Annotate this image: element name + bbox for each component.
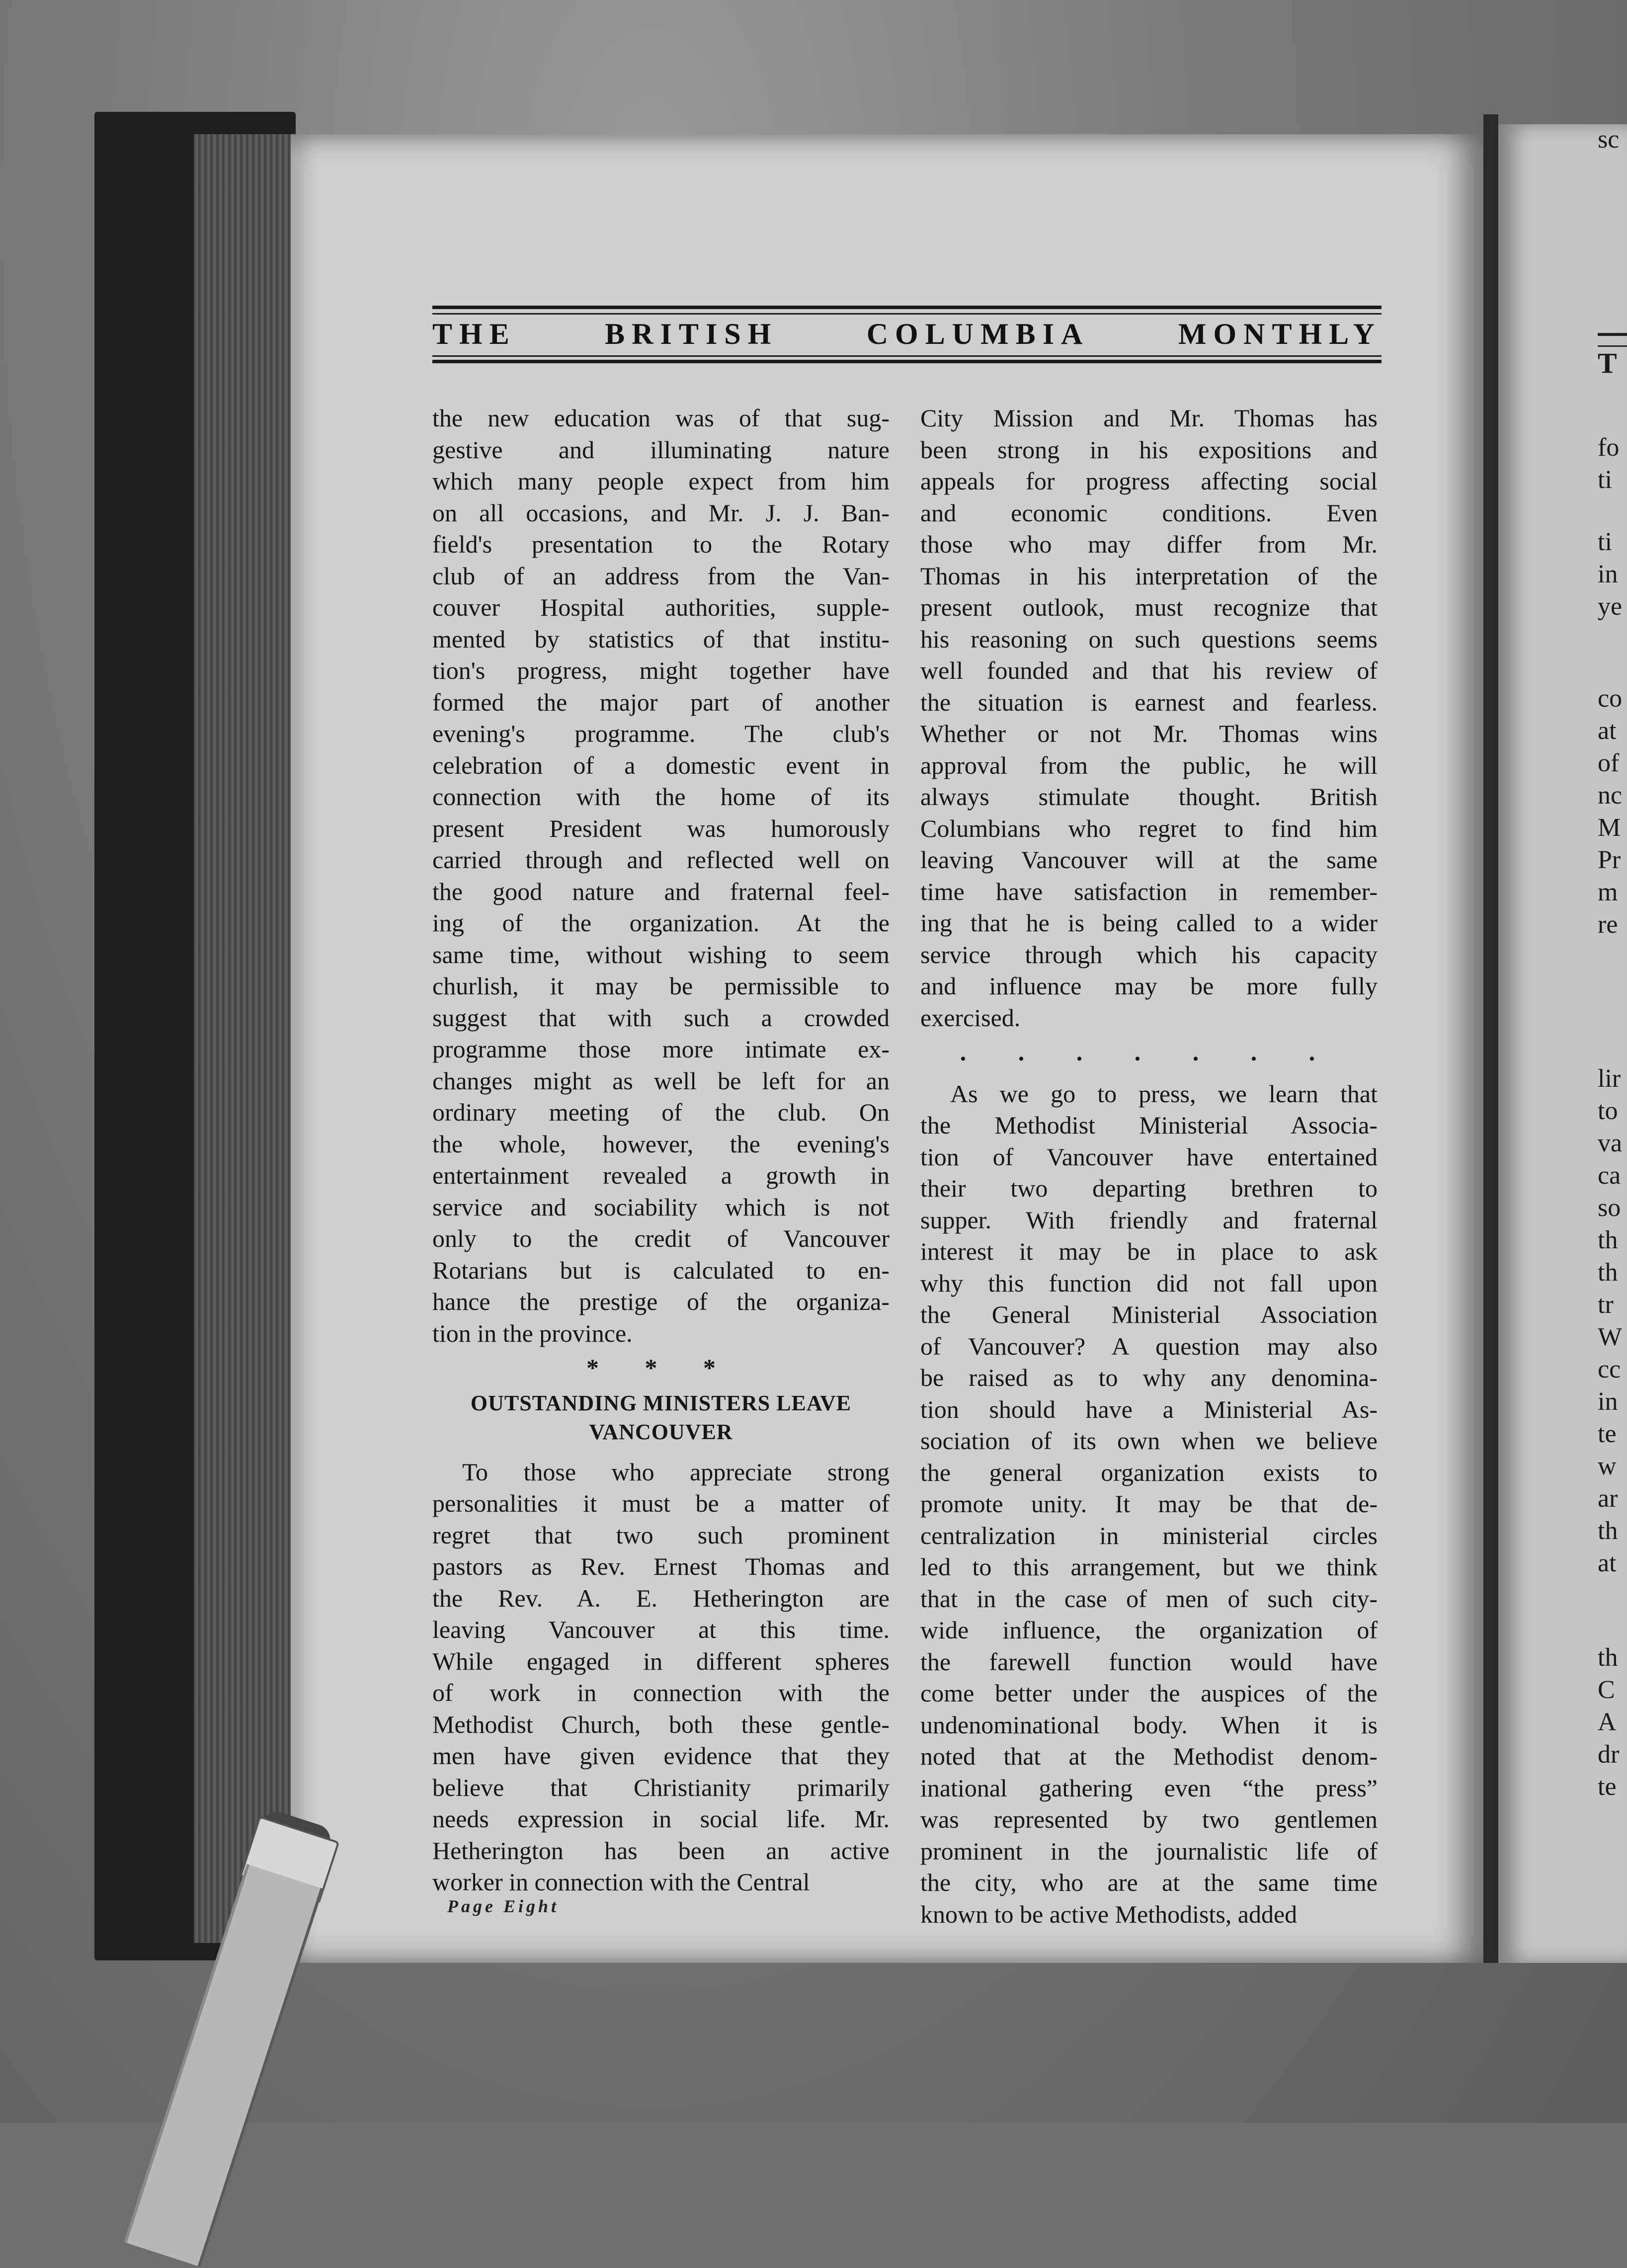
text-line: To those who appreciate strong (462, 1458, 890, 1486)
adjacent-text-fragment: T (1598, 347, 1617, 379)
text-line: City Mission and Mr. Thomas has (920, 404, 1378, 432)
text-line: wide influence, the organization of (920, 1616, 1378, 1644)
text-line: suggest that with such a crowded (432, 1003, 890, 1032)
text-line: service and sociability which is not (432, 1193, 890, 1221)
text-line: only to the credit of Vancouver (432, 1224, 890, 1252)
text-line: and influence may be more fully (920, 972, 1378, 1000)
text-line: on all occasions, and Mr. J. J. Ban- (432, 498, 890, 527)
text-line: mented by statistics of that institu- (432, 625, 890, 653)
adjacent-text-fragment: cc (1598, 1355, 1621, 1383)
text-line: Hetherington has been an active (432, 1836, 890, 1864)
text-line: ordinary meeting of the club. On (432, 1098, 890, 1126)
running-header (432, 314, 1382, 354)
text-line: ing that he is being called to a wider (920, 909, 1378, 937)
adjacent-text-fragment: th (1598, 1517, 1618, 1545)
text-line: led to this arrangement, but we think (920, 1553, 1378, 1581)
adjacent-text-fragment: ye (1598, 592, 1623, 621)
text-line: gestive and illuminating nature (432, 435, 890, 464)
text-line: hance the prestige of the organiza- (432, 1288, 890, 1315)
adjacent-text-fragment: dr (1598, 1740, 1620, 1769)
text-line: promote unity. It may be that de- (920, 1490, 1378, 1518)
text-line: connection with the home of its (432, 783, 890, 810)
text-line: the Rev. A. E. Hetherington are (432, 1584, 890, 1612)
text-line: exercised. (920, 1003, 1021, 1032)
text-line: celebration of a domestic event in (432, 751, 890, 779)
adjacent-header-rule (1598, 333, 1627, 336)
adjacent-text-fragment: w (1598, 1452, 1617, 1480)
text-line: evening's programme. The club's (432, 720, 890, 747)
heading-line: OUTSTANDING MINISTERS LEAVE (470, 1390, 852, 1415)
adjacent-text-fragment: ca (1598, 1161, 1621, 1190)
text-line: Whether or not Mr. Thomas wins (920, 720, 1378, 747)
adjacent-text-fragment: to (1598, 1097, 1618, 1125)
text-line: well founded and that his review of (920, 656, 1378, 684)
adjacent-text-fragment: m (1598, 878, 1618, 906)
text-line: their two departing brethren to (920, 1174, 1378, 1202)
text-line: tion should have a Ministerial As- (920, 1395, 1378, 1423)
paragraph-rotary (432, 403, 890, 1349)
adjacent-text-fragment: va (1598, 1129, 1623, 1157)
adjacent-text-fragment: co (1598, 684, 1623, 713)
header-rule (432, 306, 1382, 309)
text-line: the whole, however, the evening's (432, 1130, 890, 1158)
text-line: churlish, it may be permissible to (432, 972, 890, 1000)
text-line: which many people expect from him (432, 467, 890, 495)
text-line: worker in connection with the Central (432, 1868, 810, 1896)
text-line: present outlook, must recognize that (920, 593, 1378, 621)
text-line: leaving Vancouver at this time. (432, 1616, 890, 1643)
text-line: same time, without wishing to seem (432, 940, 890, 969)
text-line: time have satisfaction in remember- (920, 877, 1378, 905)
text-line: As we go to press, we learn that (950, 1079, 1378, 1108)
text-line: field's presentation to the Rotary (432, 530, 890, 558)
text-line: club of an address from the Van- (432, 562, 890, 590)
text-line: and economic conditions. Even (920, 498, 1378, 527)
text-line: appeals for progress affecting social (920, 467, 1378, 495)
text-line: that in the case of men of such city- (920, 1584, 1378, 1613)
text-line: entertainment revealed a growth in (432, 1161, 890, 1189)
adjacent-text-fragment: ar (1598, 1484, 1618, 1513)
adjacent-page (1498, 124, 1627, 1963)
adjacent-text-fragment: fo (1598, 433, 1620, 462)
adjacent-text-fragment: so (1598, 1194, 1621, 1222)
text-line: programme those more intimate ex- (432, 1035, 890, 1063)
text-line: why this function did not fall upon (920, 1269, 1378, 1297)
text-line: tion in the province. (432, 1319, 633, 1347)
text-line: centralization in ministerial circles (920, 1521, 1378, 1549)
text-line: of Vancouver? A question may also (920, 1332, 1378, 1360)
adjacent-text-fragment: lir (1598, 1064, 1621, 1093)
adjacent-text-fragment: re (1598, 910, 1618, 939)
book-gutter (1483, 114, 1498, 1963)
header-rule (432, 360, 1382, 363)
text-line: of work in connection with the (432, 1679, 890, 1706)
text-line: personalities it must be a matter of (432, 1489, 890, 1517)
text-line: the good nature and fraternal feel- (432, 877, 890, 905)
adjacent-text-fragment: ti (1598, 466, 1612, 494)
article-heading (432, 1389, 890, 1447)
text-line: couver Hospital authorities, supple- (432, 593, 890, 621)
adjacent-text-fragment: nc (1598, 781, 1623, 810)
text-line: leaving Vancouver will at the same (920, 846, 1378, 874)
text-line: Methodist Church, both these gentle- (432, 1710, 890, 1738)
header-rule (432, 355, 1382, 357)
text-line: the Methodist Ministerial Associa- (920, 1111, 1378, 1139)
page-edges (194, 134, 293, 1943)
text-line: ing of the organization. At the (432, 909, 890, 937)
adjacent-text-fragment: in (1598, 560, 1618, 588)
text-line: was represented by two gentlemen (920, 1805, 1378, 1833)
adjacent-text-fragment: Pr (1598, 846, 1621, 874)
text-line: formed the major part of another (432, 688, 890, 716)
text-line: the General Ministerial Association (920, 1300, 1378, 1328)
adjacent-text-fragment: th (1598, 1226, 1618, 1254)
text-line: the general organization exists to (920, 1458, 1378, 1486)
adjacent-text-fragment: th (1598, 1258, 1618, 1287)
header-word: THE (432, 317, 516, 350)
text-line: come better under the auspices of the (920, 1679, 1378, 1707)
adjacent-text-fragment: M (1598, 813, 1621, 842)
text-line: Thomas in his interpretation of the (920, 562, 1378, 590)
right-column (920, 403, 1378, 1930)
text-line: be raised as to why any denomina- (920, 1364, 1378, 1391)
text-line: While engaged in different spheres (432, 1647, 890, 1675)
text-line: service through which his capacity (920, 940, 1378, 969)
text-line: noted that at the Methodist denom- (920, 1742, 1378, 1770)
adjacent-text-fragment: of (1598, 749, 1620, 777)
adjacent-text-fragment: th (1598, 1643, 1618, 1672)
adjacent-text-fragment: in (1598, 1387, 1618, 1416)
text-line: supper. With friendly and fraternal (920, 1206, 1378, 1234)
adjacent-text-fragment: W (1598, 1323, 1623, 1351)
text-line: been strong in his expositions and (920, 435, 1378, 464)
text-line: changes might as well be left for an (432, 1066, 890, 1095)
text-line: approval from the public, he will (920, 751, 1378, 779)
text-line: Rotarians but is calculated to en- (432, 1256, 890, 1284)
text-line: present President was humorously (432, 814, 890, 842)
text-line: undenominational body. When it is (920, 1710, 1378, 1739)
text-line: prominent in the journalistic life of (920, 1837, 1378, 1865)
adjacent-text-fragment: at (1598, 1549, 1617, 1577)
header-word: COLUMBIA (866, 317, 1090, 350)
text-line: Columbians who regret to find him (920, 814, 1378, 842)
adjacent-text-fragment: C (1598, 1676, 1615, 1704)
section-separator: . . . . . . . (960, 1038, 1338, 1066)
adjacent-text-fragment: ti (1598, 528, 1612, 556)
text-line: his reasoning on such questions seems (920, 625, 1378, 653)
adjacent-text-fragment: te (1598, 1773, 1617, 1801)
section-separator: * * * (586, 1354, 735, 1381)
text-line: tion's progress, might together have (432, 656, 890, 684)
text-line: the new education was of that sug- (432, 404, 890, 432)
text-line: regret that two such prominent (432, 1521, 890, 1549)
page-number: Page Eight (447, 1896, 560, 1916)
text-line: inational gathering even “the press” (920, 1774, 1378, 1802)
text-line: pastors as Rev. Ernest Thomas and (432, 1552, 890, 1580)
text-line: the city, who are at the same time (920, 1868, 1378, 1896)
text-line: the situation is earnest and fearless. (920, 688, 1378, 716)
text-line: those who may differ from Mr. (920, 530, 1378, 558)
adjacent-text-fragment: te (1598, 1420, 1617, 1448)
text-line: always stimulate thought. British (920, 783, 1378, 810)
text-line: men have given evidence that they (432, 1742, 890, 1770)
text-line: believe that Christianity primarily (432, 1773, 890, 1801)
header-word: BRITISH (605, 317, 778, 350)
paragraph-thomas (920, 403, 1378, 1034)
adjacent-text-fragment: A (1598, 1708, 1617, 1736)
text-line: needs expression in social life. Mr. (432, 1805, 890, 1833)
text-line: the farewell function would have (920, 1647, 1378, 1676)
text-line: known to be active Methodists, added (920, 1900, 1298, 1928)
left-column (432, 403, 890, 1898)
adjacent-text-fragment: at (1598, 717, 1617, 745)
heading-line: VANCOUVER (589, 1419, 733, 1444)
text-line: interest it may be in place to ask (920, 1237, 1378, 1265)
adjacent-text-fragment: sc (1598, 125, 1620, 154)
header-word: MONTHLY (1178, 317, 1382, 350)
paragraph-press (920, 1078, 1378, 1931)
text-line: carried through and reflected well on (432, 846, 890, 874)
adjacent-text-fragment: tr (1598, 1291, 1614, 1319)
text-line: sociation of its own when we believe (920, 1427, 1378, 1455)
text-line: tion of Vancouver have entertained (920, 1142, 1378, 1171)
paragraph-ministers (432, 1457, 890, 1898)
